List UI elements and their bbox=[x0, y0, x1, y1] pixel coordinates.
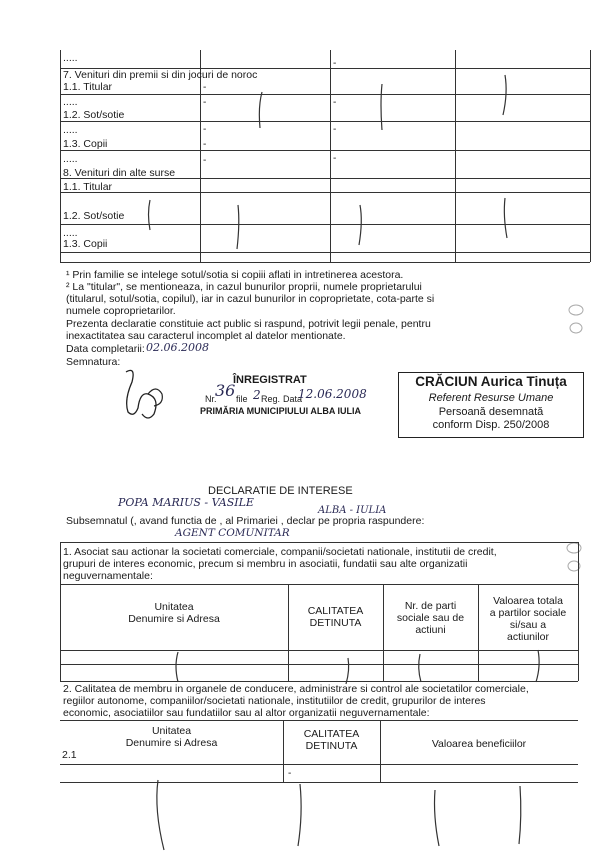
row-label: ..... bbox=[63, 153, 78, 165]
empty-cell-dash: - bbox=[333, 124, 337, 135]
handwritten-city: ALBA - IULIA bbox=[318, 505, 387, 516]
row-label: 2.1 bbox=[62, 749, 77, 761]
handwritten-name: POPA MARIUS - VASILE bbox=[118, 496, 254, 509]
footnote-1: ¹ Prin familie se intelege sotul/sotia si copiii aflati in intretinerea acestora. bbox=[66, 269, 404, 281]
empty-cell-dash: - bbox=[203, 124, 207, 135]
punch-hole-marks bbox=[564, 538, 584, 578]
col-header-unit: Unitatea bbox=[154, 601, 194, 613]
declaration-title: DECLARATIE DE INTERESE bbox=[208, 485, 353, 497]
hr-stamp bbox=[398, 372, 584, 438]
footnote-2-line2: (titularul, sotul/sotia, copilul), iar in cazul bunurilor in coproprietate, cota-parte si bbox=[66, 293, 435, 305]
table-rule bbox=[60, 584, 578, 585]
col-header-value: si/sau a bbox=[509, 619, 547, 631]
handwritten-function: AGENT COMUNITAR bbox=[175, 527, 290, 539]
table-rule bbox=[60, 720, 578, 721]
empty-cell-dash: - bbox=[333, 97, 337, 108]
row-label: 1.3. Copii bbox=[63, 138, 108, 150]
row-label: ..... bbox=[63, 227, 78, 239]
empty-cell-dash: - bbox=[203, 139, 207, 150]
stamp-file-label: file bbox=[236, 394, 248, 404]
section-1-text: neguvernamentale: bbox=[63, 570, 153, 582]
completion-date-value: 02.06.2008 bbox=[146, 341, 209, 354]
stamp-reg-label: Reg. bbox=[261, 394, 281, 404]
section-1-text: 1. Asociat sau actionar la societati comerciale, companii/societati nationale, institutii de credit, bbox=[63, 546, 497, 558]
col-header-benefits: Valoarea beneficiilor bbox=[431, 738, 527, 750]
row-label: ..... bbox=[63, 52, 78, 64]
completion-date-label: Data completarii: bbox=[66, 343, 145, 355]
declaration-line2: inexactitatea sau caracterul incomplet al datelor mentionate. bbox=[66, 330, 346, 342]
empty-cell-dash: - bbox=[203, 97, 207, 108]
col-header-shares: Nr. de parti bbox=[404, 600, 457, 612]
row-label: 8. Venituri din alte surse bbox=[63, 167, 176, 179]
col-header-shares: sociale sau de bbox=[396, 612, 465, 624]
handwritten-signature bbox=[118, 364, 178, 419]
stamp-file-value: 2 bbox=[253, 388, 261, 402]
section-2-text: regiilor autonome, companiilor/societati nationale, institutiilor de credit, grupurilor de interes bbox=[63, 695, 486, 707]
col-header-quality: CALITATEA bbox=[307, 605, 364, 617]
signature-label: Semnatura: bbox=[66, 356, 121, 368]
row-label: ..... bbox=[63, 96, 78, 108]
row-label: 1.2. Sot/sotie bbox=[63, 109, 125, 121]
stamp-nr-value: 36 bbox=[215, 381, 236, 400]
hr-stamp-role: Referent Resurse Umane bbox=[428, 392, 554, 404]
declaration-line1: Prezenta declaratie constituie act public si raspund, potrivit legii penale, pentru bbox=[66, 318, 431, 330]
col-header-unit: Denumire si Adresa bbox=[125, 737, 218, 749]
empty-cell-dash: - bbox=[288, 768, 292, 779]
handwritten-strokes bbox=[0, 0, 612, 270]
col-header-quality: DETINUTA bbox=[305, 740, 358, 752]
handwritten-strokes bbox=[0, 760, 612, 860]
row-label: 1.2. Sot/sotie bbox=[63, 210, 125, 222]
declaration-intro: Subsemnatul (, avand functia de , al Primariei , declar pe propria raspundere: bbox=[66, 515, 425, 527]
empty-cell-dash: - bbox=[203, 82, 207, 93]
col-header-quality: DETINUTA bbox=[309, 617, 362, 629]
hr-stamp-name: CRĂCIUN Aurica Tinuța bbox=[415, 374, 567, 389]
row-label: 1.3. Copii bbox=[63, 238, 108, 250]
footnote-2-line1: ² La "titular", se mentioneaza, in cazul bunurilor proprii, numele proprietarului bbox=[66, 281, 422, 293]
col-header-value: a partilor sociale bbox=[489, 607, 567, 619]
empty-cell-dash: - bbox=[333, 153, 337, 164]
punch-hole-marks bbox=[566, 300, 586, 340]
stamp-institution: PRIMĂRIA MUNICIPIULUI ALBA IULIA bbox=[200, 406, 361, 416]
row-label: 7. Venituri din premii si din jocuri de noroc bbox=[63, 69, 258, 81]
col-header-unit: Denumire si Adresa bbox=[128, 613, 220, 625]
col-header-unit: Unitatea bbox=[151, 725, 192, 737]
col-header-quality: CALITATEA bbox=[303, 728, 360, 740]
hr-stamp-line3: Persoană desemnată bbox=[438, 406, 544, 418]
stamp-date-label: Data bbox=[283, 394, 303, 404]
section-1-text: grupuri de interes economic, precum si membru in asociatii, fundatii sau alte organizatii bbox=[63, 558, 468, 570]
section-2-text: economic, asociatiilor sau fundatiilor sau al altor organizatii neguvernamentale: bbox=[63, 707, 430, 719]
stamp-title: ÎNREGISTRAT bbox=[233, 374, 307, 386]
col-header-value: Valoarea totala bbox=[493, 595, 563, 607]
footnote-2-line3: numele coproprietarilor. bbox=[66, 305, 176, 317]
row-label: 1.1. Titular bbox=[63, 181, 113, 193]
hr-stamp-line4: conform Disp. 250/2008 bbox=[432, 419, 550, 431]
col-header-shares: actiuni bbox=[415, 624, 446, 636]
row-label: 1.1. Titular bbox=[63, 81, 113, 93]
table-rule bbox=[60, 542, 578, 543]
row-label: ..... bbox=[63, 124, 78, 136]
section-2-text: 2. Calitatea de membru in organele de conducere, administrare si control ale societatilor comerciale, bbox=[63, 683, 529, 695]
stamp-nr-label: Nr. bbox=[205, 394, 217, 404]
empty-cell-dash: - bbox=[203, 155, 207, 166]
stamp-date-value: 12.06.2008 bbox=[298, 387, 367, 401]
empty-cell-dash: - bbox=[333, 58, 337, 69]
col-header-value: actiunilor bbox=[506, 631, 550, 643]
